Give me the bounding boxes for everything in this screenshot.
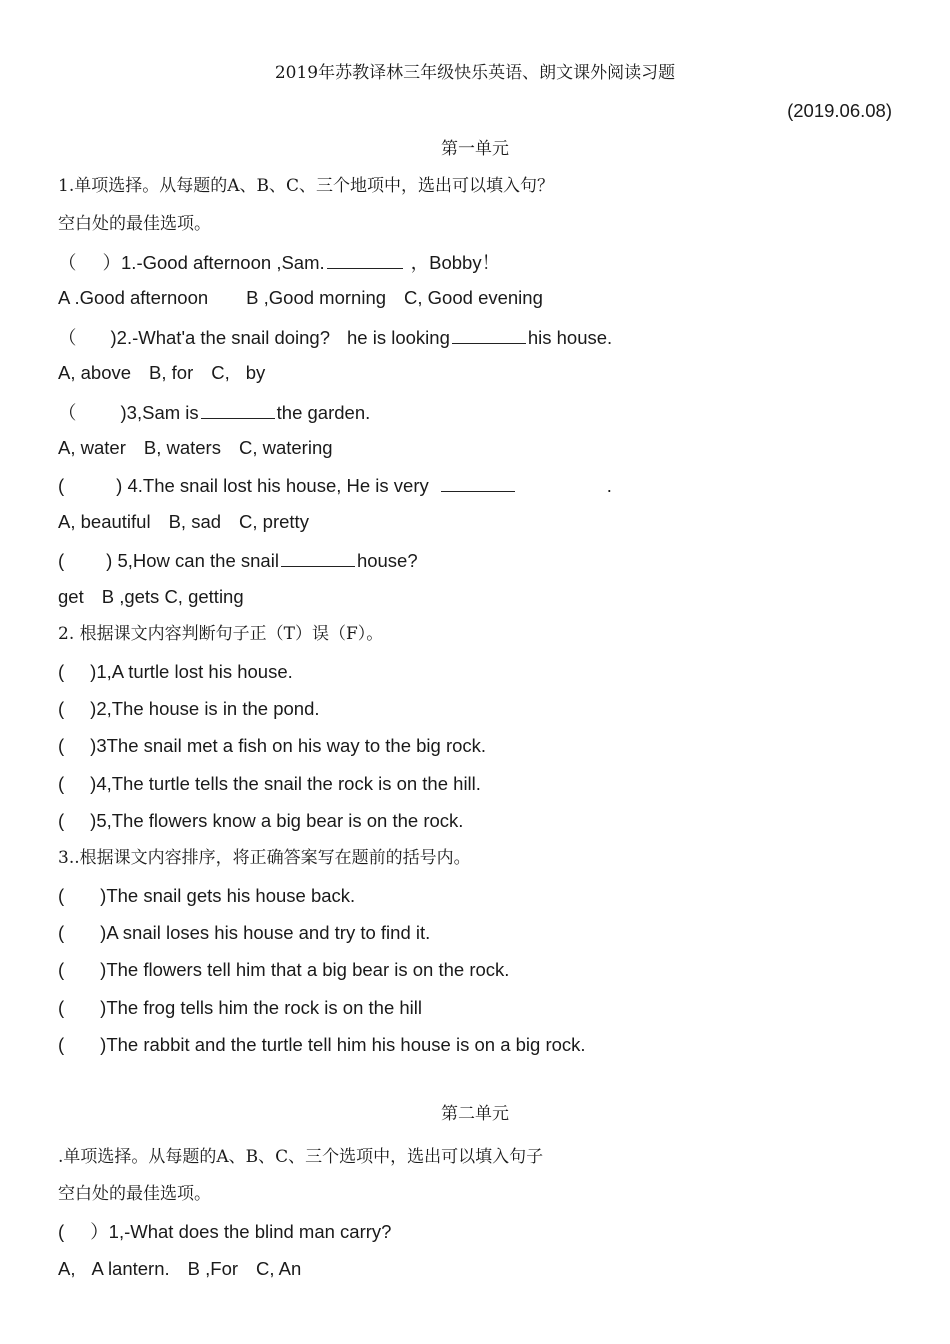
tf-item xyxy=(58,660,293,684)
question-text: )3,Sam is xyxy=(120,402,199,423)
order-item xyxy=(58,921,430,945)
answer-paren[interactable]: ( xyxy=(58,475,65,496)
question-text: ) 5,How can the snail xyxy=(106,550,279,571)
answer-paren[interactable]: ( xyxy=(58,1221,65,1242)
option-a: A, water xyxy=(58,437,126,458)
unit1-section1-instruction-cont: 空白处的最佳选项。 xyxy=(58,214,211,234)
answer-paren[interactable]: ( xyxy=(58,698,65,719)
answer-paren[interactable]: ( xyxy=(58,550,65,571)
option-b: B ,For xyxy=(187,1258,239,1279)
answer-blank[interactable] xyxy=(327,250,403,269)
answer-paren[interactable]: ( xyxy=(58,735,65,756)
question-text: ）1,-What does the blind man carry? xyxy=(90,1221,392,1242)
unit1-heading: 第一单元 xyxy=(441,139,509,159)
question-text-end: the garden. xyxy=(276,402,371,423)
question-text-mid: he is looking xyxy=(347,327,450,348)
unit1-q5 xyxy=(58,548,418,573)
answer-blank[interactable] xyxy=(441,473,515,492)
option-b: B, waters xyxy=(143,437,221,458)
option-a: get xyxy=(58,586,84,607)
unit1-q3 xyxy=(58,400,370,425)
option-c: C, pretty xyxy=(239,511,309,532)
option-c: C, xyxy=(211,362,230,383)
unit1-q4-options xyxy=(58,510,309,534)
unit1-q5-options xyxy=(58,585,244,609)
answer-paren[interactable]: ( xyxy=(58,997,65,1018)
option-bc: B ,gets C, getting xyxy=(101,586,244,607)
option-c: C, An xyxy=(256,1258,302,1279)
option-c: C, watering xyxy=(238,437,333,458)
unit2-heading: 第二单元 xyxy=(441,1104,509,1124)
order-item xyxy=(58,958,509,982)
tf-statement: )1,A turtle lost his house. xyxy=(90,661,293,682)
order-item xyxy=(58,884,355,908)
option-c-text: by xyxy=(245,362,266,383)
unit1-section1-instruction: 1.单项选择。从每题的A、B、C、三个地项中，选出可以填入句？ xyxy=(58,176,554,196)
question-text-end: ，Bobby！ xyxy=(410,252,501,273)
order-statement: )The frog tells him the rock is on the hill xyxy=(100,997,422,1018)
option-a: A .Good afternoon xyxy=(58,287,209,308)
order-item xyxy=(58,996,422,1020)
unit2-section1-instruction-cont: 空白处的最佳选项。 xyxy=(58,1184,211,1204)
answer-paren[interactable]: ( xyxy=(58,773,65,794)
unit2-section1-instruction: .单项选择。从每题的A、B、C、三个选项中，选出可以填入句子 xyxy=(58,1147,544,1167)
order-statement: )The rabbit and the turtle tell him his house is on a big rock. xyxy=(100,1034,586,1055)
option-b: B ,Good morning xyxy=(246,287,387,308)
answer-paren[interactable]: ( xyxy=(58,1034,65,1055)
tf-statement: )5,The flowers know a big bear is on the rock. xyxy=(90,810,464,831)
question-text: ）1.-Good afternoon ,Sam. xyxy=(102,252,325,273)
unit1-section2-instruction: 2. 根据课文内容判断句子正（T）误（F）。 xyxy=(58,624,384,644)
tf-statement: )4,The turtle tells the snail the rock is on the hill. xyxy=(90,773,481,794)
answer-paren[interactable]: ( xyxy=(58,810,65,831)
option-c: C, Good evening xyxy=(404,287,543,308)
document-title: 2019年苏教译林三年级快乐英语、朗文课外阅读习题 xyxy=(274,63,676,83)
unit1-q1-options xyxy=(58,286,543,310)
order-statement: )The snail gets his house back. xyxy=(100,885,356,906)
question-text-end: . xyxy=(606,475,612,496)
question-text: ) 4.The snail lost his house, He is very xyxy=(116,475,429,496)
unit1-q3-options xyxy=(58,436,333,460)
tf-item xyxy=(58,697,320,721)
answer-blank[interactable] xyxy=(201,400,275,419)
answer-blank[interactable] xyxy=(281,548,355,567)
answer-paren[interactable]: ( xyxy=(58,661,65,682)
order-statement: )A snail loses his house and try to find it. xyxy=(100,922,431,943)
unit1-q2 xyxy=(58,325,612,350)
question-text: )2.-What'a the snail doing? xyxy=(110,327,331,348)
tf-statement: )2,The house is in the pond. xyxy=(90,698,320,719)
answer-paren[interactable]: ( xyxy=(58,885,65,906)
answer-paren[interactable]: （ xyxy=(58,252,77,273)
question-text-end: his house. xyxy=(527,327,613,348)
document-date: (2019.06.08) xyxy=(787,100,892,121)
order-statement: )The flowers tell him that a big bear is on the rock. xyxy=(100,959,510,980)
option-a: A, above xyxy=(58,362,132,383)
question-text-end: house? xyxy=(356,550,418,571)
answer-paren[interactable]: （ xyxy=(58,327,77,348)
tf-item xyxy=(58,809,463,833)
unit1-section3-instruction: 3..根据课文内容排序，将正确答案写在题前的括号内。 xyxy=(58,848,471,868)
unit1-q2-options xyxy=(58,361,265,385)
tf-item xyxy=(58,734,486,758)
unit1-q4 xyxy=(58,473,612,498)
option-a: A, xyxy=(58,1258,76,1279)
order-item xyxy=(58,1033,586,1057)
tf-item xyxy=(58,772,481,796)
option-a: A, beautiful xyxy=(58,511,151,532)
option-b: B, for xyxy=(149,362,194,383)
answer-blank[interactable] xyxy=(452,325,526,344)
answer-paren[interactable]: ( xyxy=(58,959,65,980)
option-a-text: A lantern. xyxy=(91,1258,170,1279)
answer-paren[interactable]: （ xyxy=(58,402,77,423)
unit2-q1-options xyxy=(58,1257,301,1281)
option-b: B, sad xyxy=(168,511,222,532)
unit2-q1 xyxy=(58,1220,391,1244)
answer-paren[interactable]: ( xyxy=(58,922,65,943)
tf-statement: )3The snail met a fish on his way to the big rock. xyxy=(90,735,487,756)
unit1-q1 xyxy=(58,250,500,275)
